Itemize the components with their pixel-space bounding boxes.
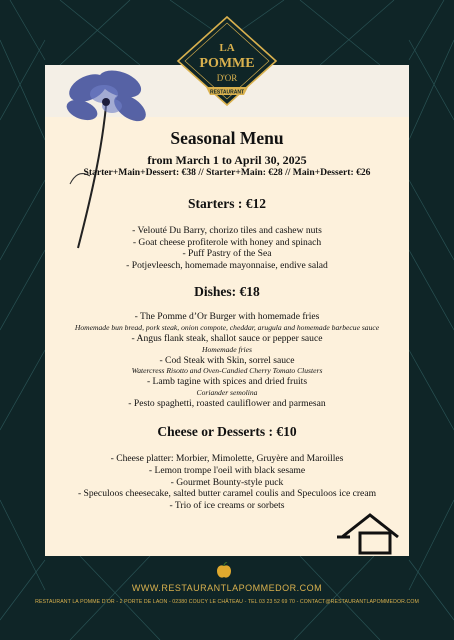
footer-address: RESTAURANT LA POMME D'OR - 2 PORTE DE LAON - 02380 COUCY LE CHÂTEAU - TEL 03 23 52 69 70 - CONTACT@RESTAURANTLAPOMMEDOR.COM xyxy=(35,599,419,605)
dish-item: - Pesto spaghetti, roasted cauliflower and parmesan xyxy=(128,397,326,409)
starter-item: - Potjevleesch, homemade mayonnaise, endive salad xyxy=(126,259,328,271)
menu-dates: from March 1 to April 30, 2025 xyxy=(147,153,307,167)
menu-title: Seasonal Menu xyxy=(170,128,284,148)
dish-note: Homemade fries xyxy=(202,344,252,354)
dessert-item: - Gourmet Bounty-style puck xyxy=(170,476,284,488)
starter-item: - Velouté Du Barry, chorizo tiles and cashew nuts xyxy=(132,225,322,236)
dish-note: Homemade bun bread, pork steak, onion compote, cheddar, arugula and homemade barbecue sauce xyxy=(74,322,380,332)
logo-line-2: POMME xyxy=(199,56,255,71)
dessert-item: - Lemon trompe l'oeil with black sesame xyxy=(148,464,306,476)
dish-item: - The Pomme d’Or Burger with homemade fries xyxy=(134,311,320,323)
dessert-item: - Cheese platter: Morbier, Mimolette, Gruyère and Maroilles xyxy=(110,453,344,465)
desserts-title: Cheese or Desserts : €10 xyxy=(157,424,297,440)
desserts-list xyxy=(45,453,409,511)
dish-note: Watercress Risotto and Oven-Candied Cherry Tomato Clusters xyxy=(131,366,323,376)
starters-list xyxy=(45,225,409,271)
dish-item: - Lamb tagine with spices and dried fruits xyxy=(146,376,308,388)
logo-line-1: LA xyxy=(219,42,235,54)
dishes-list xyxy=(45,311,409,409)
dessert-item: - Trio of ice creams or sorbets xyxy=(169,499,285,511)
dessert-item: - Speculoos cheesecake, salted butter caramel coulis and Speculoos ice cream xyxy=(77,488,377,500)
logo-line-3: D'OR xyxy=(216,73,238,83)
apple-icon xyxy=(216,562,232,580)
dish-note: Coriander semolina xyxy=(196,387,258,397)
dish-item: - Cod Steak with Skin, sorrel sauce xyxy=(159,354,295,366)
starter-item: - Puff Pastry of the Sea xyxy=(182,248,272,260)
house-icon xyxy=(336,507,400,555)
dishes-title: Dishes: €18 xyxy=(194,284,260,300)
starters-title: Starters : €12 xyxy=(188,196,266,211)
logo-ribbon-text: RESTAURANT xyxy=(209,89,245,96)
starter-item: - Goat cheese profiterole with honey and spinach xyxy=(132,236,322,248)
menu-formulas: Starter+Main+Dessert: €38 // Starter+Main: €28 // Main+Dessert: €26 xyxy=(83,167,371,178)
menu-content xyxy=(45,123,409,511)
dish-item: - Angus flank steak, shallot sauce or pepper sauce xyxy=(131,332,323,344)
website-link[interactable]: WWW.RESTAURANTLAPOMMEDOR.COM xyxy=(131,583,323,593)
restaurant-logo xyxy=(176,15,278,117)
